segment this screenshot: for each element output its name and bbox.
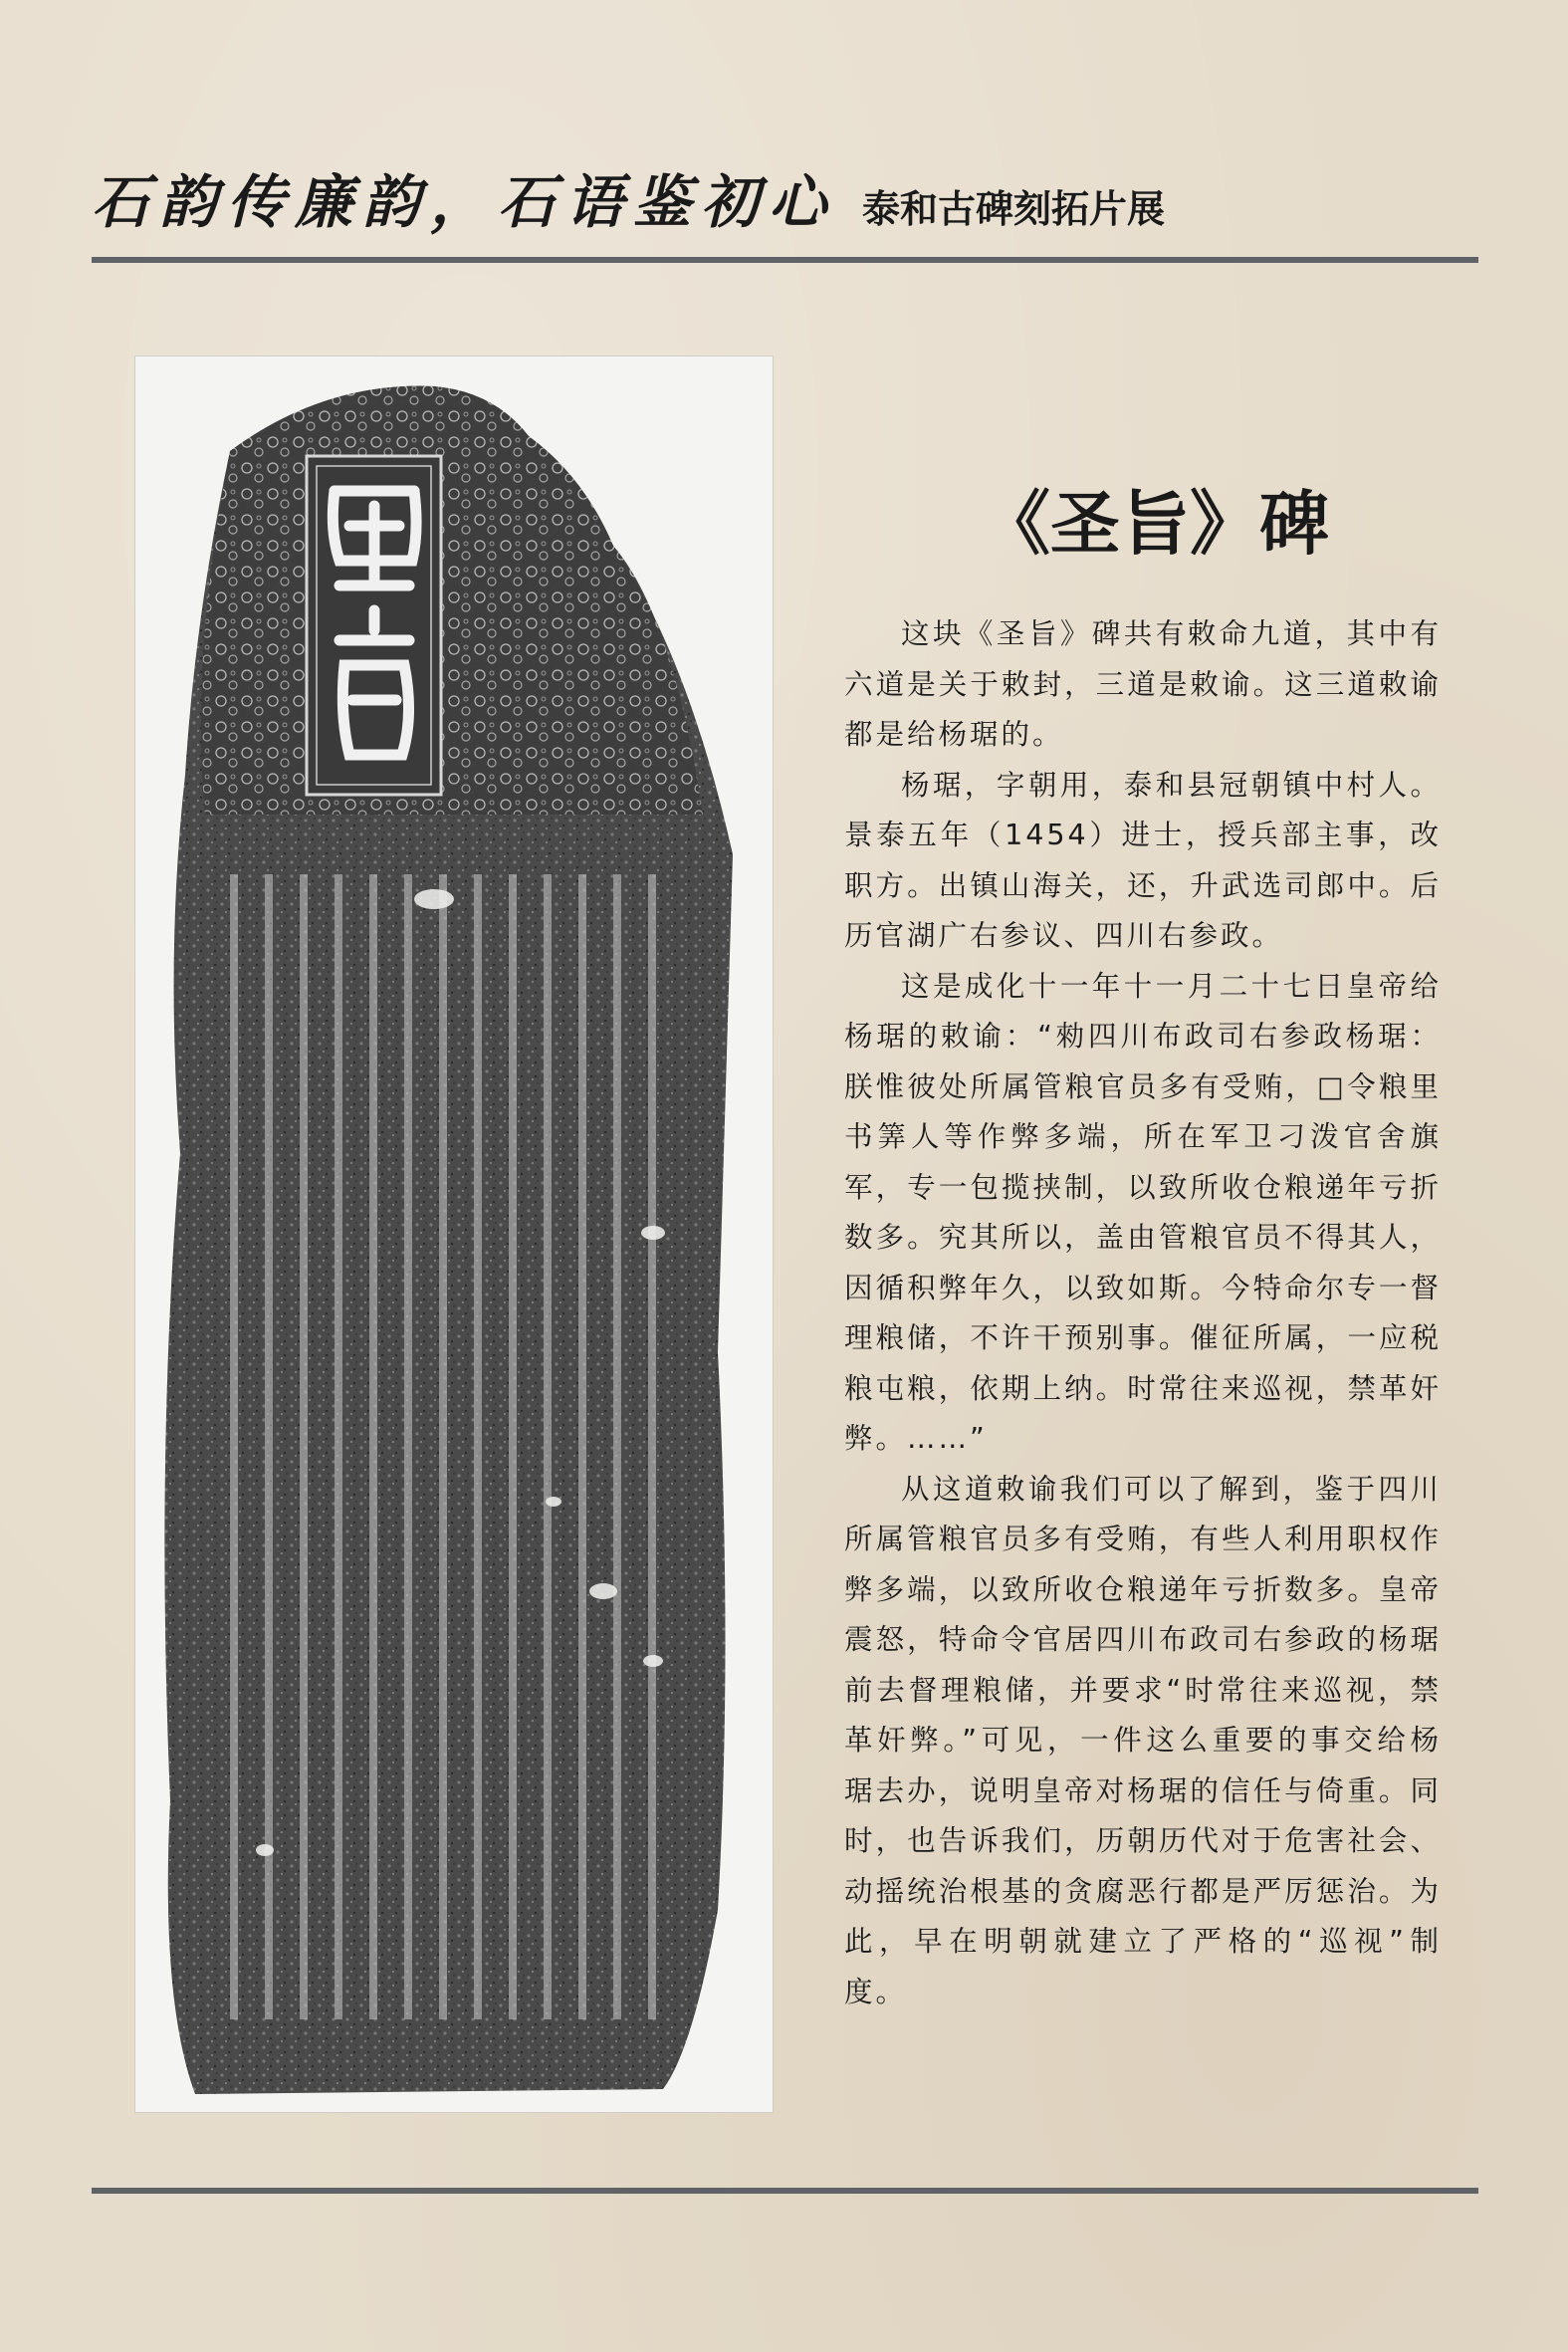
paragraph: 杨琚，字朝用，泰和县冠朝镇中村人。景泰五年（1454）进士，授兵部主事，改职方。出镇山海关，还，升武选司郎中。后历官湖广右参议、四川右参政。 — [844, 768, 1442, 952]
page-header — [92, 159, 1475, 239]
bottom-divider — [92, 2188, 1478, 2194]
article-body — [844, 609, 1442, 2017]
paragraph: 这块《圣旨》碑共有敕命九道，其中有六道是关于敕封，三道是敕谕。这三道敕谕都是给杨琚的。 — [844, 617, 1442, 751]
stele-head-carving — [201, 386, 703, 815]
top-divider — [92, 257, 1478, 263]
paragraph: 从这道敕谕我们可以了解到，鉴于四川所属管粮官员多有受贿，有些人利用职权作弊多端，以致所收仓粮递年亏折数多。皇帝震怒，特命令官居四川布政司右参政的杨琚前去督理粮储，并要求“时常往来巡视，禁革奸弊。”可见，一件这么重要的事交给杨琚去办，说明皇帝对杨琚的信任与倚重。同时，也告诉我们，历朝历代对于危害社会、动摇统治根基的贪腐恶行都是严厉惩治。为此，早在明朝就建立了严格的“巡视”制度。 — [844, 1472, 1442, 2008]
exhibition-name: 泰和古碑刻拓片展 — [862, 187, 1166, 231]
paragraph: 这是成化十一年十一月二十七日皇帝给杨琚的敕谕：“勑四川布政司右参政杨琚：朕惟彼处所属管粮官员多有受贿，□令粮里书筭人等作弊多端，所在军卫刁泼官舍旗军，专一包揽挟制，以致所收仓粮递年亏折数多。究其所以，盖由管粮官员不得其人，因循积弊年久，以致如斯。今特命尔专一督理粮储，不许干预别事。催征所属，一应税粮屯粮，依期上纳。时常往来巡视，禁革奸弊。……” — [844, 969, 1442, 1455]
stele-rubbing-image — [134, 355, 774, 2113]
calligraphy-title: 石韵传廉韵，石语鉴初心 — [92, 168, 837, 236]
rubbing-illustration — [135, 356, 773, 2112]
article-title: 《圣旨》碑 — [981, 483, 1329, 565]
